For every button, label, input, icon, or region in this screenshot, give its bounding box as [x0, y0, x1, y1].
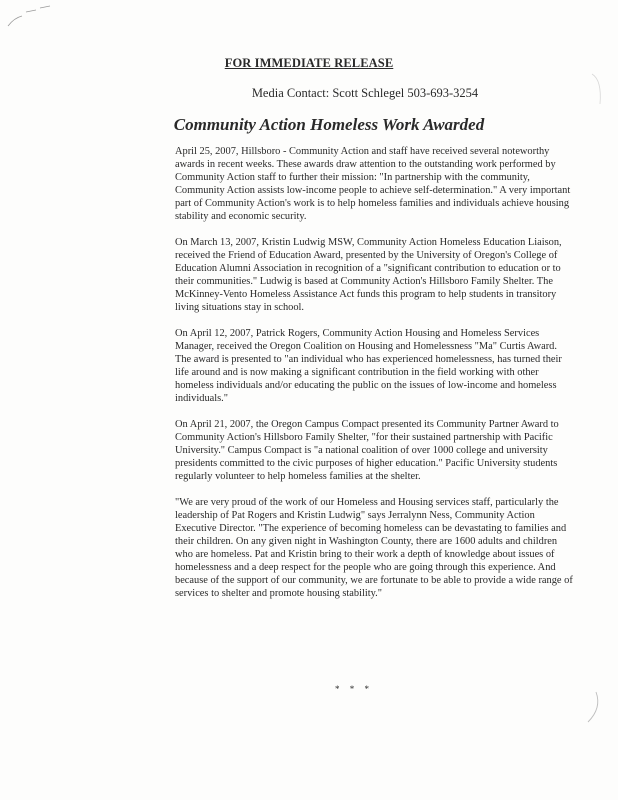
press-release-body: [175, 145, 573, 613]
paragraph: April 25, 2007, Hillsboro - Community Action and staff have received several noteworthy awards in recent weeks. These awards draw attention to the outstanding work performed by Community Action staff to further their mission: "In partnership with the community, Community Action assists low-income people to achieve self-determination." A very important part of Community Action's work is to help homeless families and individuals achieve housing stability and economic security.: [175, 146, 571, 222]
scan-artifact-mark: [6, 4, 54, 34]
scan-artifact-mark: [580, 690, 604, 726]
end-of-release-mark: * * *: [335, 684, 373, 694]
press-release-title: Community Action Homeless Work Awarded: [173, 115, 485, 134]
release-heading: FOR IMMEDIATE RELEASE: [224, 56, 394, 70]
paragraph: "We are very proud of the work of our Homeless and Housing services staff, particularly the leadership of Pat Rogers and Kristin Ludwig" says Jerralynn Ness, Community Action Executive Director. "The experience of becoming homeless can be devastating to families and their children. On any given night in Washington County, there are 1600 adults and children who are homeless. Pat and Kristin bring to their work a depth of knowledge about issues of homelessness and a deep respect for the people who are going through this experience. And because of the support of our community, we are fortunate to be able to provide a wide range of services to shelter and promote housing stability.": [175, 497, 573, 599]
paragraph: On April 21, 2007, the Oregon Campus Compact presented its Community Partner Award to Community Action's Hillsboro Family Shelter, "for their sustained partnership with Pacific University." Campus Compact is "a national coalition of over 1000 college and university presidents committed to the civic purposes of higher education." Pacific University students regularly volunteer to help homeless families at the shelter.: [175, 419, 559, 482]
paragraph: On April 12, 2007, Patrick Rogers, Community Action Housing and Homeless Services Manager, received the Oregon Coalition on Housing and Homelessness "Ma" Curtis Award. The award is presented to "an individual who has experienced homelessness, has turned their life around and is now making a significant contribution in the field working with other homeless individuals and/or educating the public on the issues of low-income and homeless individuals.": [175, 328, 562, 404]
media-contact: Media Contact: Scott Schlegel 503-693-3254: [251, 86, 479, 100]
paragraph: On March 13, 2007, Kristin Ludwig MSW, Community Action Homeless Education Liaison, received the Friend of Education Award, presented by the University of Oregon's College of Education Alumni Association in recognition of a "significant contribution to education or to their communities." Ludwig is based at Community Action's Hillsboro Family Shelter. The McKinney-Vento Homeless Assistance Act funds this program to help students in transitory living situations stay in school.: [175, 237, 562, 313]
